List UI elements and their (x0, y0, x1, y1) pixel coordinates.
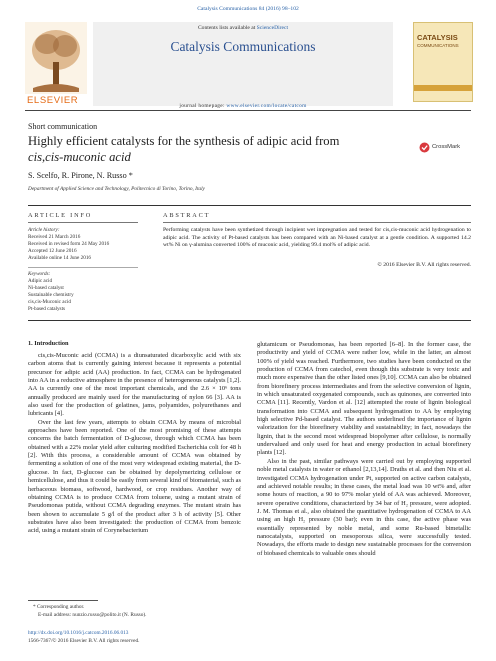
keywords (28, 271, 138, 314)
history-item: Received in revised form 24 May 2016 (28, 241, 110, 248)
crossmark-icon (419, 142, 430, 153)
affiliation: Department of Applied Science and Technology, Politecnico di Torino, Torino, Italy (28, 186, 205, 192)
keyword: cis,cis-Muconic acid (28, 299, 71, 306)
divider (28, 205, 471, 206)
journal-citation: Catalysis Communications 84 (2016) 98–102 (197, 6, 299, 12)
publisher-logo-text: ELSEVIER (27, 95, 79, 106)
journal-banner (93, 22, 393, 109)
article-type: Short communication (28, 122, 98, 131)
cover-title: CATALYSIS (417, 33, 458, 42)
title-line-1: Highly efficient catalysts for the synthesis of adipic acid from (28, 134, 340, 148)
contents-line (93, 25, 393, 31)
paragraph: Over the last few years, attempts to obtain CCMA by means of microbial approaches have been reported. One of the most promising of these attempts concerns the batch fermentation of D-glucose, through which CCMA has been obtained with a 22% molar yield after culturing modified Escherichia coli for 48 h [2]. With this process, a considerable amount of CCMA was obtained by fermenting a solution of one of the most very widespread existing material, the D-glucose. In fact, D-glucose can be obtained by depolymerizing cellulose or hemicellulose, and thus it could be easily from several kind of biomaterial, such as herbaceous biomass, softwood, hardwood, or crop residues. Another way of obtaining CCMA is to produce CCMA from toluene, using a mutant strain of Pseudomonas putida, without CCMA degrading enzymes. The mutant strain has been shown to accumulate 5 g/l of the product after 3 h of activity [5]. Other substrates have also been investigated: the production of CCMA from benzoic acid, using a mutant strain of Corynebacterium (28, 418, 241, 535)
sciencedirect-link[interactable]: ScienceDirect (256, 25, 289, 31)
divider (28, 222, 138, 223)
paragraph: cis,cis-Muconic acid (CCMA) is a diunsaturated dicarboxylic acid with six carbon atoms that is currently gaining interest because it represents a potential precursor for adipic acid (AA) production. In fact, CCMA can be hydrogenated into AA in a reductive atmosphere in the presence of heterogeneous catalysts [1,2]. AA is currently one of the most important chemicals, and the 2.6 × 10⁶ tons annually produced are mainly used for the manufacturing of nylon 66 [3]. AA is also used for the production of gelatines, jams, polyamides, polyurethanes and lubricants [4]. (28, 352, 241, 418)
copyright: © 2016 Elsevier B.V. All rights reserved. (377, 262, 471, 268)
crossmark-badge[interactable] (419, 142, 471, 154)
journal-homepage (93, 103, 393, 109)
paragraph: glutamicum or Pseudomonas, has been reported [6–8]. In the former case, the productivity and yield of CCMA were rather low, while in the latter, an almost 100% of yield was reached. Furthermore, two studies have been conducted on the production of CCMA from catechol, even though this substrate is very toxic and much more expensive than the other listed ones [9,10]. CCMA can also be obtained from biorefinery process intermediates and from the selective conversion of lignin, in which unsaturated oxygenated compounds, such as quinones, are converted into CCMA [11]. Recently, Vardon et al. [12] attempted the route of lignin biological transformation into CCMA and subsequent hydrogenation to AA by employing high selective Pd-based catalyst. The authors underlined the importance of lignin valorization for the biorefinery viability and sustainability; in fact, nowadays the lignin, that is the second most widespread biopolymer after cellulose, is normally undervalued and only used for heat and energy production in actual biorefinery plants [12]. (257, 341, 471, 457)
issn-line: 1566-7367/© 2016 Elsevier B.V. All rights reserved. (28, 638, 140, 644)
cover-subtitle: COMMUNICATIONS (417, 43, 459, 48)
journal-name: Catalysis Communications (170, 39, 316, 54)
keywords-label: Keywords: (28, 271, 51, 277)
email-note: E-mail address: nunzio.russo@polito.it (N. Russo). (38, 612, 147, 618)
keyword: Adipic acid (28, 278, 53, 285)
history-item: Accepted 12 June 2016 (28, 248, 77, 255)
body-column-left (28, 352, 241, 536)
article-info-heading: ARTICLE INFO (28, 212, 93, 219)
keyword: Sustainable chemistry (28, 292, 74, 299)
divider (28, 320, 471, 321)
history-label: Article history: (28, 227, 60, 233)
paragraph: Also in the past, similar pathways were carried out by employing supported noble metal catalysts in water or ethanol [2,13,14]. Draths et al. and then Niu et al. investigated CCMA hydrogenation under Pt, supported on active carbon catalysts, and achieved notable results; in these cases, the metal load was 10 wt% and, after some hours of reaction, a 90 to 97% molar yield of AA was achieved. Moreover, severe operative conditions, characterized by 34 bar of H₂ pressure, were adopted. J. M. Thomas et al., also obtained the quantitative hydrogenation of CCMA to AA using an high H₂ pressure (30 bar); even in this case, the active phase was essentially represented by noble metal, and some Ru-based bimetallic nanocatalysts, supported on mesoporous silica, were successfully tested. Nowadays, the efforts made to design new sustainable processes for the conversion of biobased chemicals to valuable ones should (257, 457, 471, 557)
abstract-heading: ABSTRACT (163, 212, 211, 219)
homepage-prefix: journal homepage: (179, 103, 227, 109)
article-title (28, 134, 388, 165)
crossmark-label: CrossMark (432, 144, 461, 150)
homepage-link[interactable]: www.elsevier.com/locate/catcom (226, 103, 307, 109)
keyword: Pt-based catalysts (28, 306, 66, 313)
article-history (28, 227, 138, 262)
cover-band (414, 85, 472, 91)
footnote-rule (28, 600, 98, 601)
title-line-2: cis,cis-muconic acid (28, 149, 131, 164)
divider (163, 222, 471, 223)
elsevier-logo (25, 22, 87, 108)
journal-masthead (25, 18, 471, 111)
section-heading: 1. Introduction (28, 340, 69, 347)
authors: S. Scelfo, R. Pirone, N. Russo * (28, 171, 133, 180)
history-item: Available online 14 June 2016 (28, 255, 92, 262)
doi-link[interactable]: http://dx.doi.org/10.1016/j.catcom.2016.06.013 (28, 630, 129, 636)
journal-cover (413, 22, 473, 102)
keyword: Ni-based catalyst (28, 285, 64, 292)
history-item: Received 21 March 2016 (28, 234, 81, 241)
abstract-text: Performing catalysts have been synthetized through incipient wet impregnation and tested for cis,cis-muconic acid hydrogenation to adipic acid. The activity of Pt-based catalysts has been compared with an Ni-based catalyst at a gentle condition. A supported 14.2 wt% Ni on γ-alumina converted 100% of muconic acid, yielding 99.4 mol% of adipic acid. (163, 227, 471, 249)
corresponding-author-note: * Corresponding author. (33, 604, 85, 610)
divider (28, 267, 138, 268)
elsevier-tree-icon (25, 22, 87, 94)
body-column-right (257, 341, 471, 558)
contents-prefix: Contents lists available at (197, 25, 257, 31)
